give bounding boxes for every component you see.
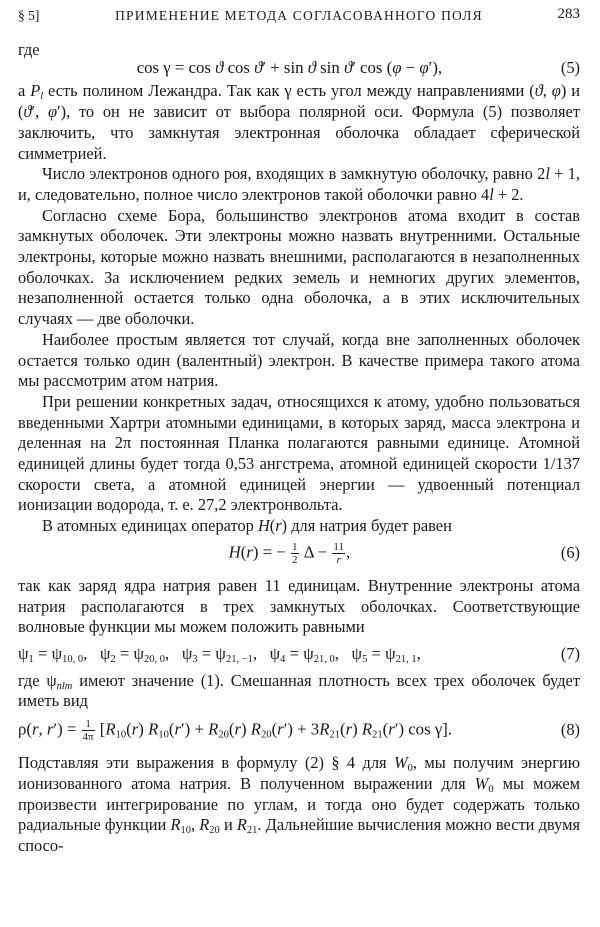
equation-5 <box>18 58 580 79</box>
section-ref: § 5] <box>18 8 40 23</box>
equation-8-formula: ρ(r, r′) = $\frac{1}{4\pi}$ [$R_{10}(r) R_{10}(r') + R_{20}(r) R_{20}(r') + 3R_{21}(r)$ $R_{21}(r')$ cos γ]. <box>18 718 452 744</box>
page-body <box>18 40 580 857</box>
equation-6 <box>18 541 580 566</box>
equation-7-formula: $\psi_1 = \psi_{10, 0}$, $\psi_2 = \psi_{20, 0}$, $\psi_3 = \psi_{21, -1}$, $\psi_4 = \psi_{21, 0}$, $\psi_5 = \psi_{21, 1}$, <box>18 643 421 665</box>
equation-7-number: (7) <box>560 643 580 663</box>
paragraph-swarm: Число электронов одного роя, входящих в замкнутую оболочку, равно 2l + 1, и, следовательно, полное число электронов такой оболочки равно 4l + 2. <box>18 164 580 204</box>
paragraph-bohr: Согласно схеме Бора, большинство электронов атома входит в состав замкнутых оболочек. Эти электроны можно назвать внутренними. Остальные электроны, которые можно назвать внешними, располагаются в незаполненных оболочках. За исключением редких земель и немногих других элементов, незаполненной остается только одна оболочка, а в этих исключительных случаях — две оболочки. <box>18 205 580 329</box>
paragraph-substitution: Подставляя эти выражения в формулу (2) § 4 для $W_0$, мы получим энергию ионизованного атома натрия. В полученном выражении для $W_0$ мы можем произвести интегрирование по углам, и тогда оно будет содержать только радиальные функции $R_{10}$, $R_{20}$ и $R_{21}$. Дальнейшие вычисления можно вести двумя спосо- <box>18 753 580 855</box>
equation-6-number: (6) <box>560 543 580 563</box>
paragraph-simplest: Наиболее простым является тот случай, когда вне заполненных оболочек остается только один (валентный) электрон. В качестве примера такого атома мы рассмотрим атом натрия. <box>18 329 580 391</box>
equation-8-number: (8) <box>560 720 580 740</box>
paragraph-legendre: а $P_l$ есть полином Лежандра. Так как γ есть угол между направлениями (ϑ, φ) и (ϑ′, φ′), то он не зависит от выбора полярной оси. Формула (5) позволяет заключить, что замкнутая электронная оболочка обладает сферической симметрией. <box>18 81 581 163</box>
equation-6-formula: H(r) = − $\frac{1}{2}$ Δ − $\frac{11}{r}$ , <box>228 540 351 566</box>
paragraph-atomic-units: При решении конкретных задач, относящихся к атому, удобно пользоваться введенными Хартри атомными единицами, в которых заряд, масса электрона и деленная на 2π постоянная Планка полагаются равными единице. Атомной единицей длины будет тогда 0,53 ангстрема, атомной единицей скорости 1/137 скорости света, а атомной единицей энергии — удвоенный потенциал ионизации водорода, т. е. 27,2 электронвольта. <box>18 391 580 515</box>
paragraph-nucleus-charge: так как заряд ядра натрия равен 11 единицам. Внутренние электроны атома натрия располагаются в трех замкнутых оболочках. Соответствующие волновые функции мы можем положить равными <box>18 575 580 637</box>
page-number: 283 <box>557 6 580 22</box>
word-gde: где <box>18 40 40 59</box>
running-header <box>18 6 580 28</box>
equation-7 <box>18 644 580 665</box>
equation-5-formula: cos γ = cos ϑ cos ϑ′ + sin ϑ sin ϑ′ cos (φ − φ′), <box>136 57 443 77</box>
equation-8 <box>18 718 580 743</box>
running-title: ПРИМЕНЕНИЕ МЕТОДА СОГЛАСОВАННОГО ПОЛЯ <box>115 8 483 23</box>
paragraph-operator: В атомных единицах оператор H(r) для натрия будет равен <box>42 516 452 536</box>
equation-5-number: (5) <box>560 57 580 77</box>
paragraph-psi-meaning: где $\psi_{nlm}$ имеют значение (1). Смешанная плотность всех трех оболочек будет иметь вид <box>18 670 580 711</box>
